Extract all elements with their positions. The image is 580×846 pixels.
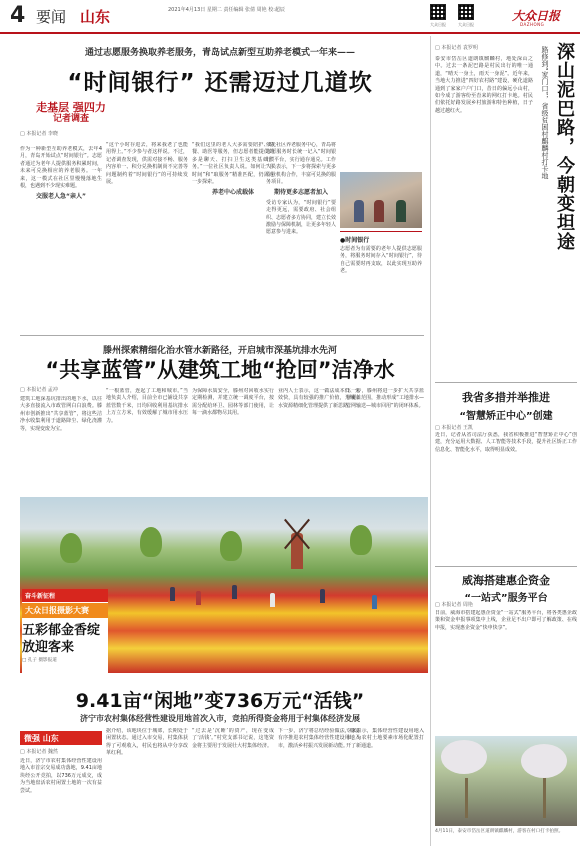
photo-caption: 4月11日，泰安市岱岳区道朗镇麒麟村，游客在村口打卡拍照。 <box>435 829 564 834</box>
main-column <box>0 36 428 846</box>
divider <box>435 566 577 567</box>
right-story-text: 泰安市岱岳区道朗镇麒麟村，地处深山之中。过去一条泥巴路是村民出行的唯一通道，“晴天一身土，雨天一身泥”。近年来，当地大力推进“四好农村路”建设，硬化道路通到了家家户户门口，昔日的偏远小山村，如今成了游客纷至沓来的网红打卡地。村民们依托好路发展乡村旅游和特色种植，日子越过越红火。 <box>435 56 533 114</box>
right-story2-h1: 我省多措并举推进 <box>462 391 550 404</box>
story3-col1: 近日，济宁市农村集体经营性建设用地入市首宗交易成功落地，9.41亩地块经公开竞拍，以736万元成交，成为当地盘活农村闲置土地的一次有益尝试。 <box>20 758 102 794</box>
tree-shape <box>350 525 372 555</box>
story1-byline: □ 本报记者 李晓 <box>20 131 58 137</box>
sidebar-body: 志愿者为有需要的老年人提供志愿服务，将服务时间存入“时间银行”，待自己需要时再支取，以此实现互助养老。 <box>340 246 422 275</box>
qr-label-2: 大众日报 <box>458 22 474 27</box>
visitor-figure <box>170 587 175 601</box>
promo-title: 五彩郁金香绽放迎客来 <box>22 623 101 655</box>
story1-col2-text: “这个小时存进去，将来我老了也能用得上。”不少参与者这样说。不过，记者调查发现，供需对接不畅、服务内容单一、积分兑换机制尚不完善等问题制约着“时间银行”的可持续发展。 <box>106 142 188 186</box>
right-story3-h1: 威海搭建惠企资金 <box>462 574 550 587</box>
story1-col4-text: 依托社区养老服务中心，青岛将志愿服务时长统一记入“时间银行”平台，实行通存通兑。工作人员表示，下一步将探索与更多专业机构合作，丰富可兑换的服务项目。 <box>266 142 336 186</box>
tree-shape <box>140 527 162 557</box>
story1-sidebar <box>340 231 422 331</box>
tree-shape <box>60 533 82 563</box>
photo-promo-box <box>22 589 108 677</box>
tree-shape <box>220 531 242 561</box>
visitor-figure <box>232 585 237 599</box>
story3-col2: 据介绍，该地块位于城郊，长期处于闲置状态。通过入市交易，村集体获得了可观收入，村民也将从中分享改革红利。 <box>106 728 188 757</box>
right-story-subtitle: 路修到“家门口”，省级贫困村麒麟村打卡地 <box>541 46 549 180</box>
story1-headline: “时间银行” 还需迈过几道坎 <box>67 70 373 96</box>
story1-col4 <box>266 142 336 329</box>
blossom-tree <box>441 740 487 774</box>
person-figure <box>396 200 406 222</box>
right-story3-h2: “一站式”服务平台 <box>464 593 548 604</box>
section-name: 要闻 <box>36 8 67 26</box>
story1-subhead3: 期待更多志愿者加入 <box>273 189 328 197</box>
blossom-tree <box>521 744 567 778</box>
promo-tag: 奋斗新征程 <box>22 589 108 602</box>
story1-col1 <box>20 146 102 329</box>
story2-col2: “一根蓝管，连起了工地和城市。”当地负责人介绍，目前全市已铺设共享蓝管数千米，日均回收利用基坑排水上万立方米，有效缓解了城市用水压力。 <box>106 388 188 424</box>
page-number: 4 <box>10 3 26 28</box>
divider <box>435 382 577 383</box>
story1-col2 <box>106 142 188 329</box>
header-meta <box>168 6 398 15</box>
story1-photo <box>340 172 422 228</box>
right-story2-byline: □ 本报记者 王凯 <box>435 425 473 431</box>
story2-headline: “共享蓝管”从建筑工地“抢回”洁净水 <box>45 358 395 382</box>
right-column <box>430 36 580 846</box>
masthead-logo: 大众日报 <box>512 9 561 23</box>
page-header <box>0 0 580 34</box>
promo-contest: 大众日报摄影大赛 <box>22 603 108 618</box>
promo-byline: □ 孔子 摄影报道 <box>22 658 57 663</box>
story1-col3-text: “我们这里的老人大多需要陪护、助餐、助医等服务，但志愿者能提供的多是聊天、打扫卫生这类基础服务。”一位社区负责人说。如何让“存时间”和“取服务”精准匹配，仍需进一步探索。 <box>192 142 274 186</box>
story2-col5: 下一步，滕州将进一步扩大共享蓝管覆盖范围，推动形成“工地排水—管网输送—城市回用”的闭环体系。 <box>346 388 424 409</box>
qr-code-icon <box>430 4 446 20</box>
story2-kicker: 滕州探索精细化治水管水新路径，开启城市深基坑排水先河 <box>102 346 337 356</box>
story3-col3: “过去是‘沉睡’的资产，现在变成了‘活钱’。”村党支部书记说，这笔资金将主要用于发展壮大村集体经济。 <box>192 728 274 749</box>
story2-byline: □ 本报记者 孟冲 <box>20 387 58 393</box>
brand-line1: 走基层 强四力 <box>36 101 106 114</box>
story1-col5-text: 受访专家认为，“时间银行”要走得更远，需要政府、社会组织、志愿者多方协同，建立长效激励与保障机制，让更多年轻人愿意参与进来。 <box>266 199 336 236</box>
story1-kicker: 通过志愿服务换取养老服务，青岛试点新型互助养老模式一年来—— <box>84 48 355 58</box>
right-story3-byline: □ 本报记者 周艳 <box>435 602 473 608</box>
visitor-figure <box>270 593 275 607</box>
story3-byline: □ 本报记者 魏然 <box>20 749 58 755</box>
sidebar-title: ●时间银行 <box>340 237 370 244</box>
right-story-headline: 深山泥巴路，今朝变坦途 <box>554 42 575 251</box>
story1-col3 <box>192 142 274 329</box>
masthead-sub: DAZHONG <box>520 22 545 27</box>
right-story2-text: 近日，记者从省司法厅获悉，我省积极推进“智慧矫正中心”创建，充分运用大数据、人工智能等技术手段，提升社区矫正工作信息化、智能化水平，取得明显成效。 <box>435 432 577 453</box>
village-photo <box>435 736 577 826</box>
story1-brand <box>36 102 106 125</box>
qr-label-1: 大众日报 <box>430 22 446 27</box>
story2-col3: 为保障水质安全，滕州对回收水实行定期检测，并建立统一调度平台，按需分配给环卫、园林等部门使用，让每一滴水都物尽其用。 <box>192 388 274 417</box>
story2-col4: 业内人士表示，这一做法成本低、见效快，具有较强的推广价值，为城市水资源精细化管理提供了新思路。 <box>278 388 360 409</box>
right-story2-headline <box>435 389 577 422</box>
story3-col5: 专家表示，集体经营性建设用地入市，为农村土地要素市场化配置打开了新通道。 <box>346 728 424 749</box>
right-story-byline: □ 本报记者 袁罗明 <box>435 45 478 51</box>
story3-kicker: 济宁市农村集体经营性建设用地首次入市，竞拍所得资金将用于村集体经济发展 <box>80 714 360 723</box>
person-figure <box>374 200 384 222</box>
windmill <box>280 511 314 571</box>
right-story3-headline <box>435 572 577 604</box>
section-region: 山东 <box>80 8 111 26</box>
story3-col4: 下一步，济宁将总结经验做法，稳妥有序推进农村集体经营性建设用地入市，激活乡村振兴发展新动能。 <box>278 728 360 749</box>
tree-trunk <box>465 778 468 818</box>
story1-subhead2: 养老中心成载体 <box>211 189 254 197</box>
story2-col1: 建筑工地深基坑排出的地下水，以往大多直接流入市政管网白白浪费。滕州市创新推出“共享蓝管”，将这些洁净水收集利用于道路降尘、绿化浇灌等，实现变废为宝。 <box>20 396 102 432</box>
right-story3-text: 日前，威海市搭建起惠企资金“一站式”服务平台，将各类惠企政策和资金申报事项集中上线，企业足不出户即可了解政策、在线申报，实现惠企资金“快申快享”。 <box>435 610 577 631</box>
story1-subhead1: 交服老人急“亲人” <box>36 193 86 201</box>
weibo-tag: 微强 山东 <box>20 731 102 745</box>
divider <box>20 335 424 336</box>
qr-code-icon <box>458 4 474 20</box>
visitor-figure <box>196 591 201 605</box>
visitor-figure <box>320 589 325 603</box>
visitor-figure <box>372 595 377 609</box>
story1-col1-text: 作为一种新型互助养老模式，去年4月，青岛开始试点“时间银行”。志愿者通过为老年人提供服务积累时间，未来可兑换相应的养老服务。一年来，这一模式在社区里慢慢落地生根，也遇到不少现实难题。 <box>20 146 102 190</box>
tree-trunk <box>543 778 546 818</box>
brand-line2: 记者调查 <box>52 114 89 124</box>
header-meta-line1: 2021年4月13日 星期二 责任编辑 张倩 周艳 校:超辰 <box>168 7 285 13</box>
right-story2-h2: “智慧矫正中心”创建 <box>459 411 553 422</box>
person-figure <box>354 200 364 222</box>
story3-headline: 9.41亩“闲地”变736万元“活钱” <box>75 690 365 712</box>
